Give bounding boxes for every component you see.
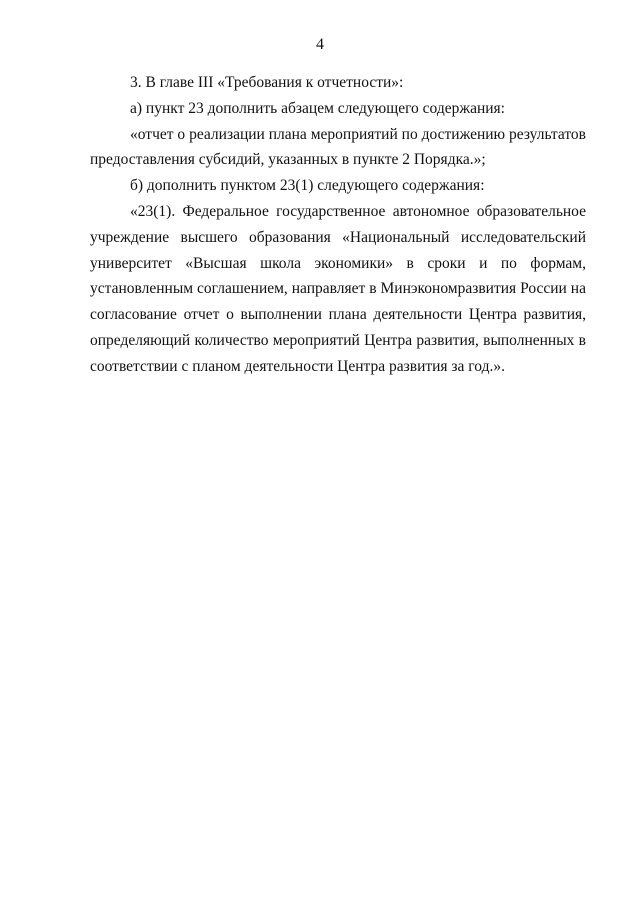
paragraph-item-a: а) пункт 23 дополнить абзацем следующего содержания:	[130, 99, 505, 117]
paragraph-item-b: б) дополнить пунктом 23(1) следующего содержания:	[130, 177, 485, 195]
paragraph-chapter-3: 3. В главе III «Требования к отчетности»:	[130, 74, 404, 91]
document-body	[90, 70, 586, 380]
paragraph-quote-23-1: «23(1). Федеральное государственное автономное образовательное учреждение высшего образования «Национальный исследовательский университет «Высшая школа экономики» в сроки и по формам, установленным соглашением, направляет в Минэкономразвития России на согласование отчет о выполнении плана деятельности Центра развития, определяющий количество мероприятий Центра развития, выполненных в соответствии с планом деятельности Центра развития за год.».	[90, 202, 586, 375]
page-number: 4	[316, 36, 324, 53]
paragraph-quote-report: «отчет о реализации плана мероприятий по достижению результатов предоставления субсидий, указанных в пункте 2 Порядка.»;	[90, 125, 586, 169]
